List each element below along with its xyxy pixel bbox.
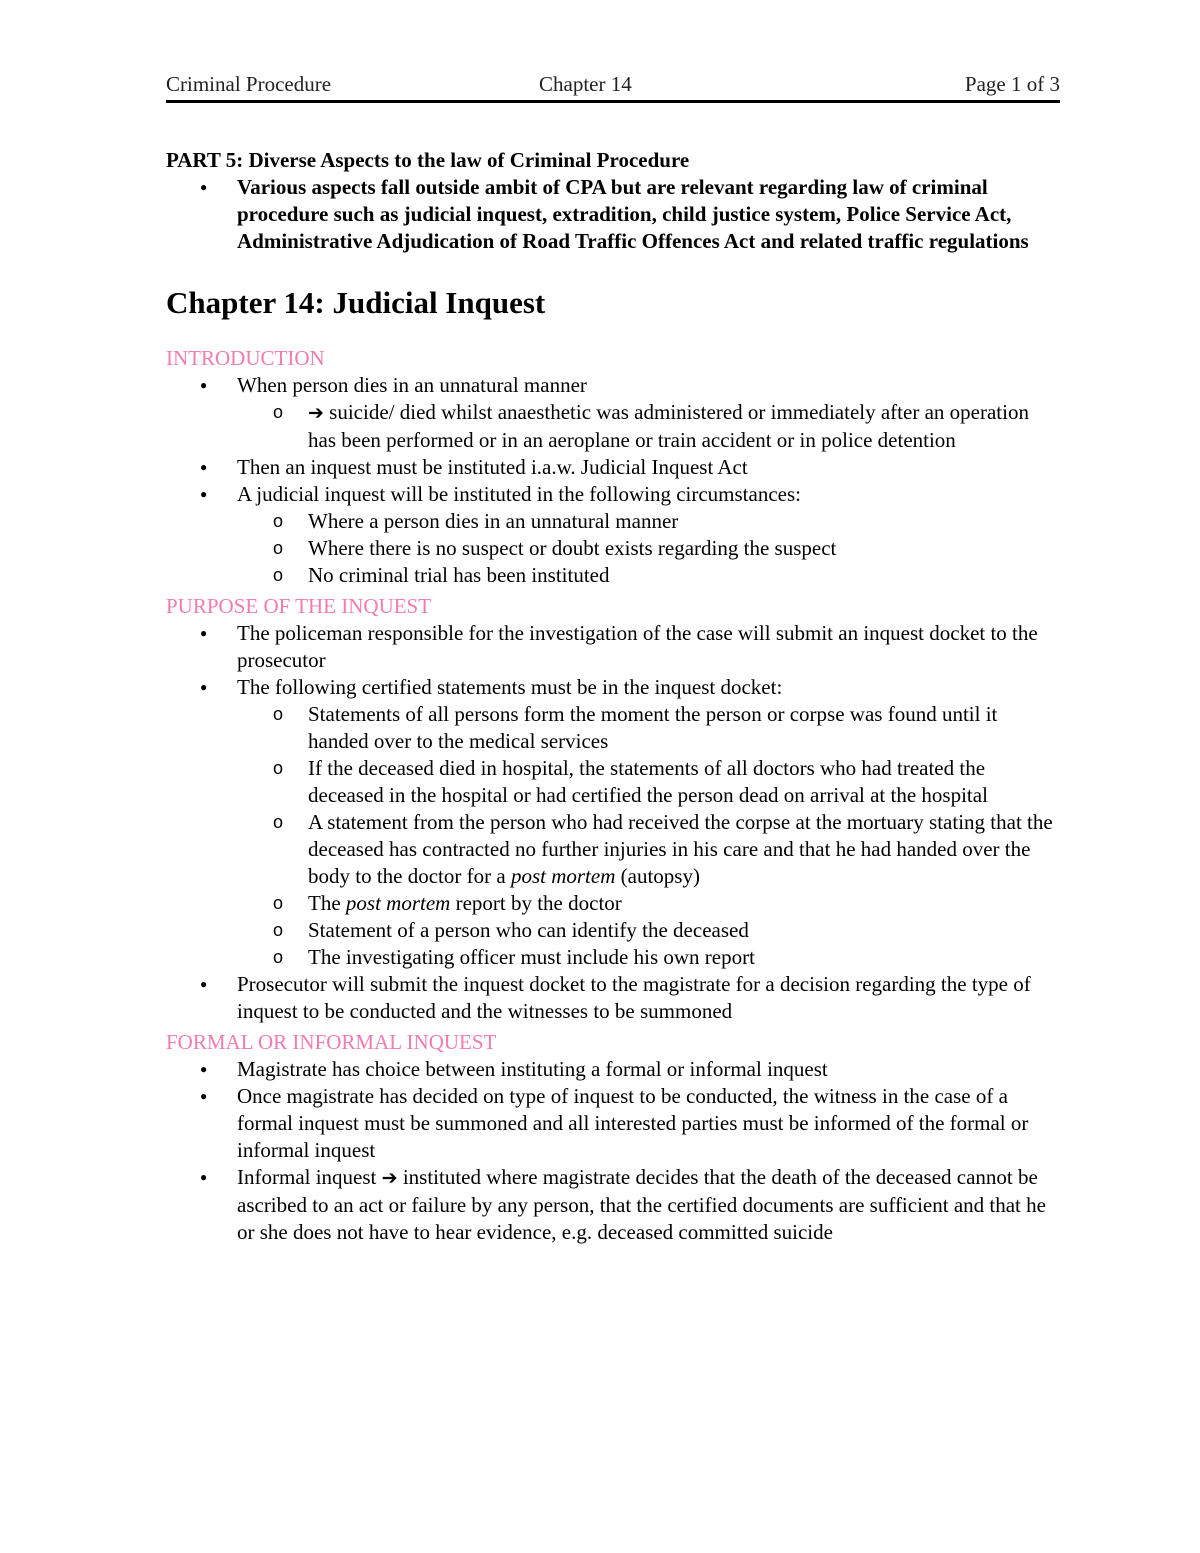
emphasis-text: post mortem [345,891,451,915]
list-item-text: Informal inquest [237,1165,382,1189]
header-course-title: Criminal Procedure [166,72,332,96]
arrow-icon: ➔ [308,402,324,424]
arrow-icon: ➔ [381,1167,398,1189]
sub-list-item-text: A statement from the person who had received the corpse at the mortuary stating that the deceased has contracted no further injuries in his care and that he had handed over the body to the doctor for a [308,810,1053,888]
list-item [166,481,1060,589]
list-item [166,674,1060,971]
part-bullet-list [166,174,1060,255]
sub-list-item: o Statements of all persons form the moment the person or corpse was found until it handed over to the medical services [237,701,1060,755]
list-item: ● Prosecutor will submit the inquest docket to the magistrate for a decision regarding the type of inquest to be conducted and the witnesses to be summoned [166,971,1060,1025]
sub-list [237,701,1060,971]
page-header [166,70,1060,103]
list-item [166,1164,1060,1246]
sub-list-item: o If the deceased died in hospital, the statements of all doctors who had treated the deceased in the hospital or had certified the person dead on arrival at the hospital [237,755,1060,809]
sub-list-item-text: report by the doctor [450,891,622,915]
sub-list-item-text: The [308,891,346,915]
header-page-number: Page 1 of 3 [964,72,1060,96]
introduction-list [166,372,1060,589]
list-item: ● The policeman responsible for the investigation of the case will submit an inquest docket to the prosecutor [166,620,1060,674]
list-item: ● Once magistrate has decided on type of inquest to be conducted, the witness in the case of a formal inquest must be summoned and all interested parties must be informed of the formal or informal inquest [166,1083,1060,1164]
sub-list-item: o The investigating officer must include his own report [237,944,1060,971]
sub-list-item-text: suicide/ died whilst anaesthetic was administered or immediately after an operation has been performed or in an aeroplane or train accident or in police detention [308,400,1029,452]
purpose-list [166,620,1060,1025]
list-item-text: When person dies in an unnatural manner [237,373,587,397]
list-item-text: The following certified statements must be in the inquest docket: [237,675,783,699]
sub-list-item [237,809,1060,890]
document-page [166,70,1060,1246]
list-item-text: A judicial inquest will be instituted in the following circumstances: [237,482,801,506]
list-item: ● Magistrate has choice between instituting a formal or informal inquest [166,1056,1060,1083]
sub-list-item-text: (autopsy) [615,864,700,888]
list-item-text: instituted where magistrate decides that the death of the deceased cannot be ascribed to an act or failure by any person, that the certified documents are sufficient and that he or she does not have to hear evidence, e.g. deceased committed suicide [237,1165,1046,1244]
sub-list-item: o Where there is no suspect or doubt exists regarding the suspect [237,535,1060,562]
list-item: ● Then an inquest must be instituted i.a.w. Judicial Inquest Act [166,454,1060,481]
sub-list-item: o Where a person dies in an unnatural manner [237,508,1060,535]
chapter-title: Chapter 14: Judicial Inquest [166,285,546,320]
sub-list-item [237,890,1060,917]
sub-list-item [237,399,1060,454]
sub-list [237,508,1060,589]
header-chapter: Chapter 14 [539,72,632,96]
section-heading-introduction: INTRODUCTION [166,346,325,370]
sub-list-item: o No criminal trial has been instituted [237,562,1060,589]
sub-list [237,399,1060,454]
part-title: PART 5: Diverse Aspects to the law of Criminal Procedure [166,148,690,172]
sub-list-item: o Statement of a person who can identify the deceased [237,917,1060,944]
formal-informal-list [166,1056,1060,1246]
list-item [166,372,1060,454]
emphasis-text: post mortem [510,864,616,888]
section-heading-purpose: PURPOSE OF THE INQUEST [166,594,432,618]
part-bullet: ● Various aspects fall outside ambit of CPA but are relevant regarding law of criminal procedure such as judicial inquest, extradition, child justice system, Police Service Act, Administrative Adjudication of Road Traffic Offences Act and related traffic regulations [166,174,1060,255]
section-heading-formal-informal: FORMAL OR INFORMAL INQUEST [166,1030,497,1054]
